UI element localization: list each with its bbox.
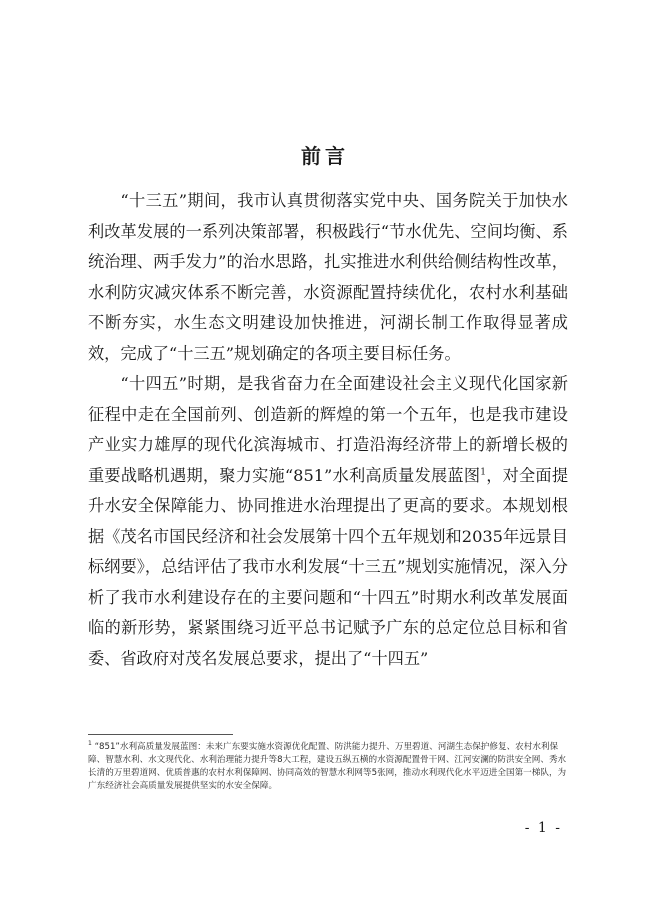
paragraph-2-part-2: ，对全面提升水安全保障能力、协同推进水治理提出了更高的要求。本规划根据《茂名市国民经济和社会发展第十四个五年规划和2035年远景目标纲要》，总结评估了我市水利发展“十三五”规划实施情况，深入分析了我市水利建设存在的主要问题和“十四五”时期水利改革发展面临的新形势，紧紧围绕习近平总书记赋予广东的总定位总目标和省委、省政府对茂名发展总要求，提出了“十四五”: [88, 465, 569, 668]
page-title: 前言: [301, 144, 349, 168]
body-text: [88, 186, 568, 674]
footnote: [88, 741, 568, 793]
paragraph-2: [88, 369, 568, 674]
footnote-text: “851”水利高质量发展蓝图：未来广东要实施水资源优化配置、防洪能力提升、万里碧道、河湖生态保护修复、农村水利保障、智慧水利、水文现代化、水利治理能力提升等8大工程，建设五纵五横的水资源配置骨干网、江河安澜的防洪安全网、秀水长清的万里碧道网、优质普惠的农村水利保障网、协同高效的智慧水利网等5张网，推动水利现代化水平迈进全国第一梯队，为广东经济社会高质量发展提供坚实的水安全保障。: [88, 742, 567, 791]
paragraph-1: “十三五”期间，我市认真贯彻落实党中央、国务院关于加快水利改革发展的一系列决策部署，积极践行“节水优先、空间均衡、系统治理、两手发力”的治水思路，扎实推进水利供给侧结构性改革，水利防灾减灾体系不断完善，水资源配置持续优化，农村水利基础不断夯实，水生态文明建设加快推进，河湖长制工作取得显著成效，完成了“十三五”规划确定的各项主要目标任务。: [88, 191, 568, 363]
page-number: - 1 -: [524, 820, 562, 836]
footnote-divider: [88, 734, 233, 735]
footnote-marker: 1: [480, 467, 486, 478]
footnote-number: 1: [88, 740, 92, 748]
paragraph-2-part-1: “十四五”时期，是我省奋力在全面建设社会主义现代化国家新征程中走在全国前列、创造新的辉煌的第一个五年，也是我市建设产业实力雄厚的现代化滨海城市、打造沿海经济带上的新增长极的重要战略机遇期，聚力实施“851”水利高质量发展蓝图: [88, 374, 568, 485]
